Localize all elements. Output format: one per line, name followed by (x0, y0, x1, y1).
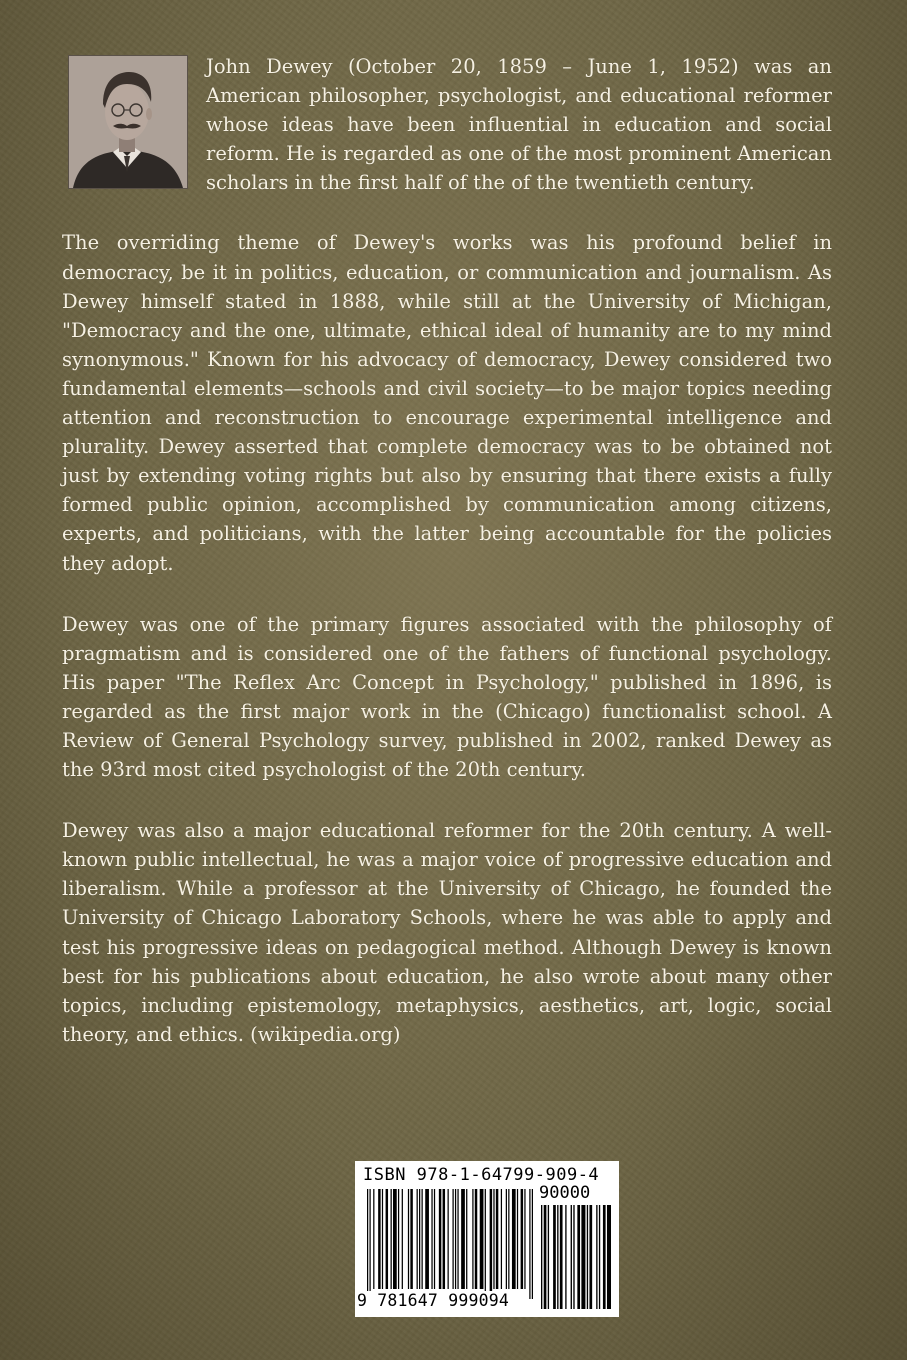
author-biography (62, 52, 832, 1049)
bio-paragraph-4: Dewey was also a major educational reformer for the 20th century. A well-known public intellectual, he was a major voice of progressive education and liberalism. While a professor at the University of Chicago, he founded the University of Chicago Laboratory Schools, where he was able to apply and test his progressive ideas on pedagogical method. Although Dewey is known best for his publications about education, he also wrote about many other topics, including epistemology, metaphysics, aesthetics, art, logic, social theory, and ethics. (wikipedia.org) (62, 819, 832, 1046)
bio-paragraph-2: The overriding theme of Dewey's works was his profound belief in democracy, be it in politics, education, or communication and journalism. As Dewey himself stated in 1888, while still at the University of Michigan, "Democracy and the one, ultimate, ethical ideal of humanity are to my mind synonymous." Known for his advocacy of democracy, Dewey considered two fundamental elements—schools and civil society—to be major topics needing attention and reconstruction to encourage experimental intelligence and plurality. Dewey asserted that complete democracy was to be obtained not just by extending voting rights but also by ensuring that there exists a fully formed public opinion, accomplished by communication among citizens, experts, and politicians, with the latter being accountable for the policies they adopt. (62, 231, 832, 575)
back-cover-text (62, 52, 832, 1081)
price-addon-barcode-icon (541, 1205, 611, 1309)
author-portrait (68, 55, 188, 189)
ean-digits: 9 781647 999094 (357, 1291, 512, 1310)
portrait-photo-icon (69, 56, 187, 188)
isbn-label: ISBN 978-1-64799-909-4 (363, 1165, 600, 1185)
isbn-barcode-box (355, 1161, 619, 1317)
price-code: 90000 (539, 1183, 591, 1203)
bio-paragraph-1: John Dewey (October 20, 1859 – June 1, 1952) was an American philosopher, psychologist, and educational reformer whose ideas have been influential in education and social reform. He is regarded as one of the most prominent American scholars in the first half of the of the twentieth century. (206, 55, 832, 195)
ean-barcode-icon (367, 1189, 533, 1299)
bio-paragraph-3: Dewey was one of the primary figures associated with the philosophy of pragmatism and is considered one of the fathers of functional psychology. His paper "The Reflex Arc Concept in Psychology," published in 1896, is regarded as the first major work in the (Chicago) functionalist school. A Review of General Psychology survey, published in 2002, ranked Dewey as the 93rd most cited psychologist of the 20th century. (62, 612, 832, 782)
